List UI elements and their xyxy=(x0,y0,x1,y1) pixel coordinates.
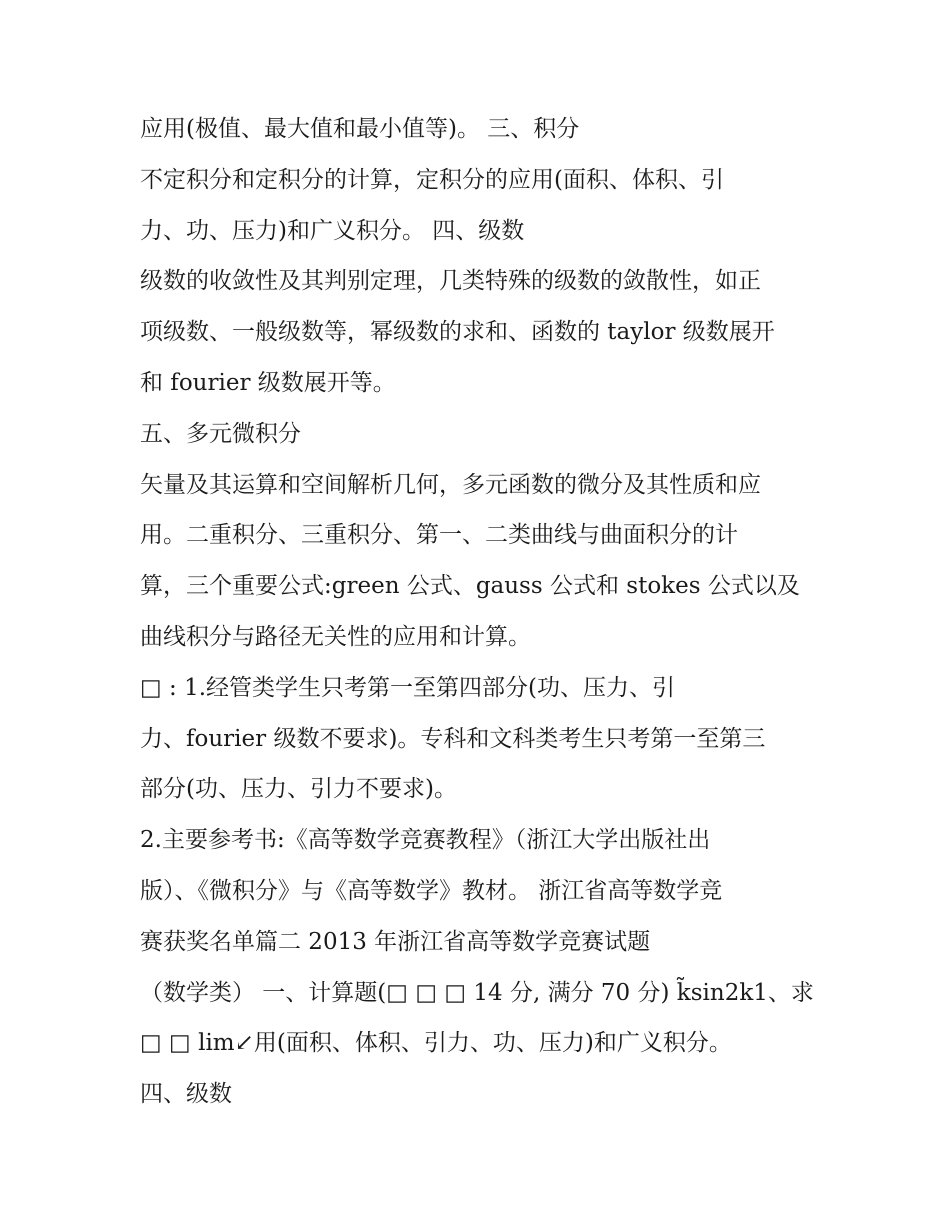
section-heading-five: 五、多元微积分 xyxy=(140,420,301,447)
reference-line-2: 版）、《微积分》与《高等数学》教材。 浙江省高等数学竞 xyxy=(140,877,723,904)
note-line-2: 力、fourier 级数不要求)。专科和文科类考生只考第一至第三 xyxy=(140,725,766,752)
text-line-11: 曲线积分与路径无关性的应用和计算。 xyxy=(140,623,531,650)
text-line-18: （数学类） 一、计算题(□ □ □ 14 分, 满分 70 分) k̃sin2k1、求 xyxy=(140,979,814,1006)
text-line-17: 赛获奖名单篇二 2013 年浙江省高等数学竞赛试题 xyxy=(140,928,651,955)
text-line-1: 应用(极值、最大值和最小值等)。 三、积分 xyxy=(140,116,580,142)
note-line-3: 部分(功、压力、引力不要求)。 xyxy=(140,776,457,803)
reference-line-1: 2.主要参考书:《高等数学竞赛教程》（浙江大学出版社出 xyxy=(140,827,711,854)
text-line-19: □ □ lim↙用(面积、体积、引力、功、压力)和广义积分。 xyxy=(140,1030,732,1057)
document-body xyxy=(140,104,830,1120)
text-line-9: 用。二重积分、三重积分、第一、二类曲线与曲面积分的计 xyxy=(140,522,738,549)
text-line-3: 力、功、压力)和广义积分。 四、级数 xyxy=(140,217,525,244)
text-line-8: 矢量及其运算和空间解析几何，多元函数的微分及其性质和应 xyxy=(140,471,761,498)
text-line-6: 和 fourier 级数展开等。 xyxy=(140,369,396,396)
text-line-4: 级数的收敛性及其判别定理，几类特殊的级数的敛散性，如正 xyxy=(140,268,761,295)
section-heading-four: 四、级数 xyxy=(140,1081,232,1108)
note-line-1: □ : 1.经管类学生只考第一至第四部分(功、压力、引 xyxy=(140,674,676,701)
text-line-10: 算，三个重要公式:green 公式、gauss 公式和 stokes 公式以及 xyxy=(140,573,800,600)
text-line-5: 项级数、一般级数等，幂级数的求和、函数的 taylor 级数展开 xyxy=(140,319,775,346)
text-line-2: 不定积分和定积分的计算，定积分的应用(面积、体积、引 xyxy=(140,166,724,193)
